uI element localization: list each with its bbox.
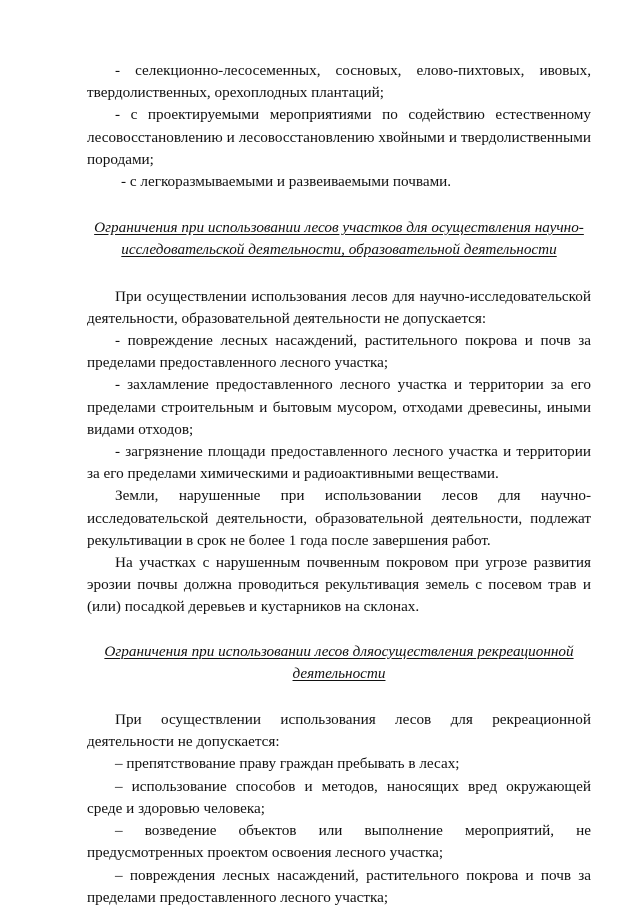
section-heading: Ограничения при использовании лесов участков для осуществления научно-исследовательской деятельности, образовательной деятельности [94,219,584,259]
list-item: – повреждения лесных насаждений, растительного покрова и почв за пределами предоставленного лесного участка; [87,866,591,906]
list-item: - захламление предоставленного лесного участка и территории за его пределами строительным и бытовым мусором, отходами древесины, иными видами отходов; [87,376,591,438]
document-page [87,60,591,909]
spacer [87,193,591,217]
paragraph: При осуществлении использования лесов для рекреационной деятельности не допускается: [87,711,591,751]
list-item: - повреждение лесных насаждений, растительного покрова и почв за пределами предоставленного лесного участка; [87,332,591,372]
spacer [87,619,591,641]
list-item: – препятствование праву граждан пребывать в лесах; [115,755,460,773]
list-item: – использование способов и методов, наносящих вред окружающей среде и здоровью человека; [87,777,591,817]
list-item: - с проектируемыми мероприятиями по содействию естественному лесовосстановлению и лесовосстановлению хвойными и твердолиственными породами; [87,106,591,168]
spacer [87,685,591,709]
paragraph: На участках с нарушенным почвенным покровом при угрозе развития эрозии почвы должна проводиться рекультивация земель с посевом трав и (или) посадкой деревьев и кустарников на склонах. [87,554,591,616]
paragraph: Земли, нарушенные при использовании лесов для научно-исследовательской деятельности, образовательной деятельности, подлежат рекультивации в срок не более 1 года после завершения работ. [87,487,591,549]
list-item: - с легкоразмываемыми и развеиваемыми почвами. [121,173,452,191]
spacer [87,262,591,286]
list-item: – возведение объектов или выполнение мероприятий, не предусмотренных проектом освоения лесного участка; [87,822,591,862]
section-heading: Ограничения при использовании лесов дляосуществления рекреационной деятельности [104,642,574,682]
paragraph: При осуществлении использования лесов для научно-исследовательской деятельности, образовательной деятельности не допускается: [87,287,591,327]
list-item: - загрязнение площади предоставленного лесного участка и территории за его пределами химическими и радиоактивными веществами. [87,443,591,483]
list-item: - селекционно-лесосеменных, сосновых, елово-пихтовых, ивовых, твердолиственных, орехоплодных плантаций; [87,62,591,102]
